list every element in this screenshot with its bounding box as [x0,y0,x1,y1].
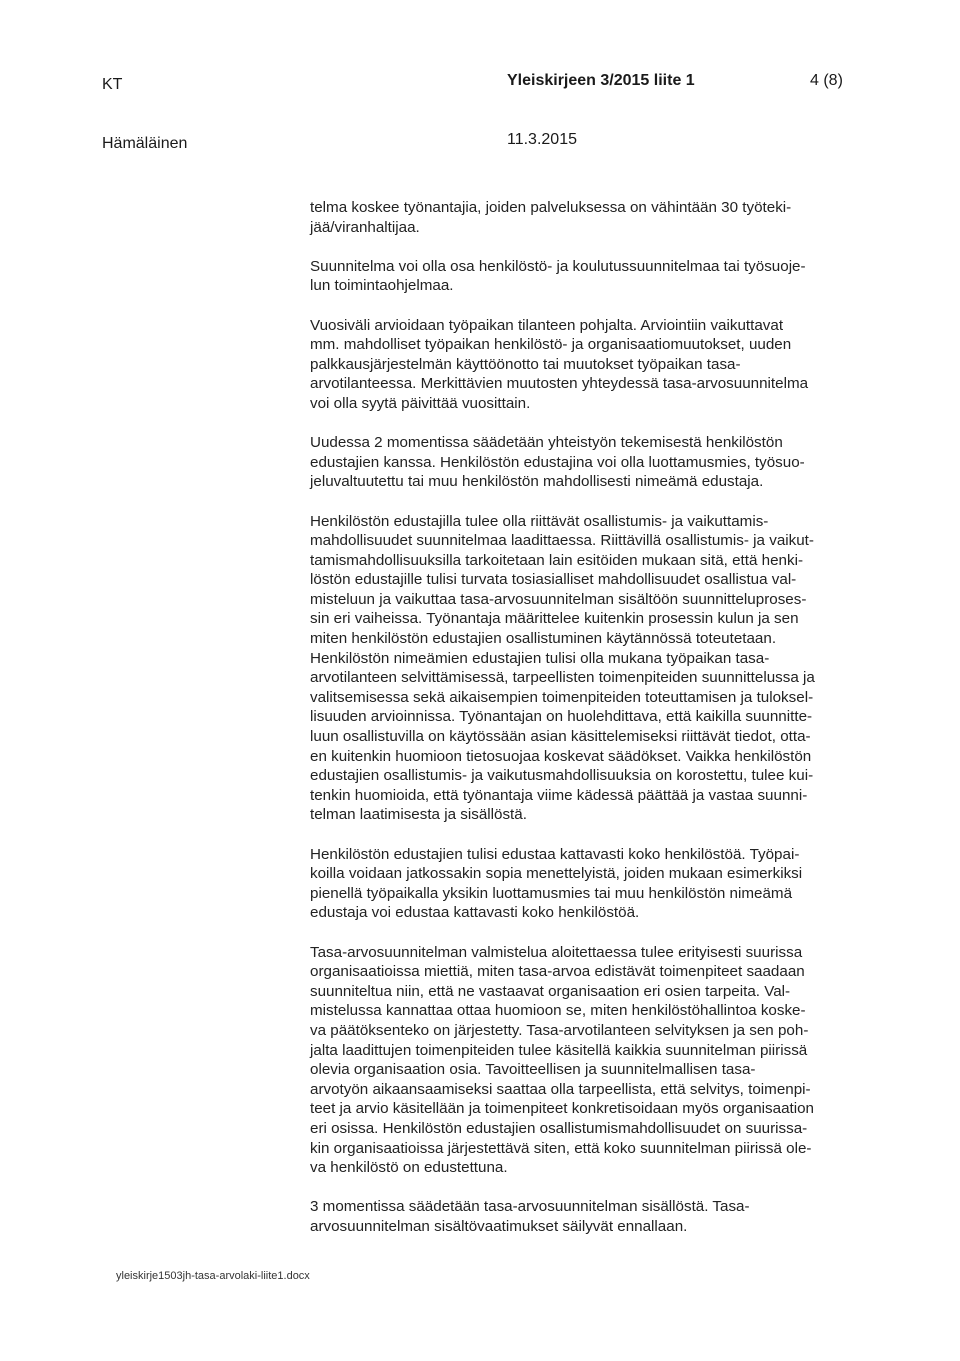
document-body [310,198,870,1256]
paragraph: 3 momentissa säädetään tasa-arvosuunnitelman sisällöstä. Tasa- arvosuunnitelman sisältövaatimukset säilyvät ennallaan. [310,1198,750,1235]
paragraph: Suunnitelma voi olla osa henkilöstö- ja koulutussuunnitelmaa tai työsuoje- lun toimintaohjelmaa. [310,257,806,295]
paragraph: Uudessa 2 momentissa säädetään yhteistyön tekemisestä henkilöstön edustajien kanssa. Henkilöstön edustajina voi olla luottamusmies, työsuo- jeluvaltuutettu tai muu henkilöstön mahdollisesti nimeämä edustaja. [310,434,805,491]
footer-filename: yleiskirje1503jh-tasa-arvolaki-liite1.docx [116,1270,310,1282]
paragraph: telma koskee työnantajia, joiden palveluksessa on vähintään 30 työteki- jää/viranhaltijaa. [310,199,792,236]
page-number: 4 (8) [810,72,843,89]
paragraph: Henkilöstön edustajien tulisi edustaa kattavasti koko henkilöstöä. Työpai- koilla voidaan jatkossakin sopia menettelyistä, joiden mukaan esimerkiksi pienellä työpaikalla yksikin luottamusmies tai muu henkilöstön nimeämä edustaja voi edustaa kattavasti koko henkilöstöä. [310,845,803,922]
document-date: 11.3.2015 [507,131,577,148]
document-title: Yleiskirjeen 3/2015 liite 1 [507,72,695,89]
paragraph: Henkilöstön edustajilla tulee olla riittävät osallistumis- ja vaikuttamis- mahdollisuudet suunnitelmaa laadittaessa. Riittävillä osallistumis- ja vaikut- tamismahdollisuuksilla tarkoitetaan lain esitöiden mukaan sitä, että henki- löstön edustajille tulisi turvata tosiasialliset mahdollisuudet osallistua val- misteluun ja vaikuttaa tasa-arvosuunnitelman sisältöön suunnitteluproses- sin eri vaiheissa. Työnantaja määrittelee kuitenkin prosessin kulun ja sen miten henkilöstön edustajien osallistuminen käytännössä toteutetaan. Henkilöstön nimeämien edustajien tulisi olla mukana työpaikan tasa- arvotilanteen selvittämisessä, tarpeellisten toimenpiteiden suunnittelussa ja valitsemisessa sekä aikaisempien toimenpiteiden toteuttamisen ja tuloksel- lisuuden arvioinnissa. Työnantajan on huolehdittava, että kaikilla suunnitte- luun osallistuvilla on käytössään asian käsittelemiseksi riittävät tiedot, otta- en kuitenkin huomioon tietosuojaa koskevat säädökset. Vaikka henkilöstön edustajien osallistumis- ja vaikutusmahdollisuuksia on korostettu, tulee kui- tenkin huomioida, että työnantaja viime kädessä päättää ja vastaa suunni- telman laatimisesta ja sisällöstä. [310,512,815,824]
author-name: Hämäläinen [102,135,188,152]
paragraph: Vuosiväli arvioidaan työpaikan tilanteen pohjalta. Arviointiin vaikuttavat mm. mahdolliset työpaikan henkilöstö- ja organisaatiomuutokset, uuden palkkausjärjestelmän käyttöönotto tai muutokset työpaikan tasa- arvotilanteessa. Merkittävien muutosten yhteydessä tasa-arvosuunnitelma voi olla syytä päivittää vuosittain. [310,316,809,412]
paragraph: Tasa-arvosuunnitelman valmistelua aloitettaessa tulee erityisesti suurissa organisaatioissa miettiä, miten tasa-arvoa edistävät toimenpiteet saadaan suunniteltua niin, että ne vastaavat organisaation eri osien tarpeita. Val- mistelussa kannattaa ottaa huomioon se, miten henkilöstöhallintoa koske- va päätöksenteko on järjestetty. Tasa-arvotilanteen selvityksen ja sen poh- jalta laadittujen toimenpiteiden tulee käsitellä kaikkia suunnitelman piirissä olevia organisaation osia. Tavoitteellisen ja suunnitelmallisen tasa- arvotyön aikaansaamiseksi saattaa olla tarpeellista, että selvitys, toimenpi- teet ja arvio käsitellään ja toimenpiteet konkretisoidaan myös organisaation eri osissa. Henkilöstön edustajien osallistumismahdollisuudet on suurissa- kin organisaatioissa järjestettävä siten, että koko suunnitelman piirissä ole- va henkilöstö on edustettuna. [310,943,815,1177]
header-org: KT [102,76,123,93]
